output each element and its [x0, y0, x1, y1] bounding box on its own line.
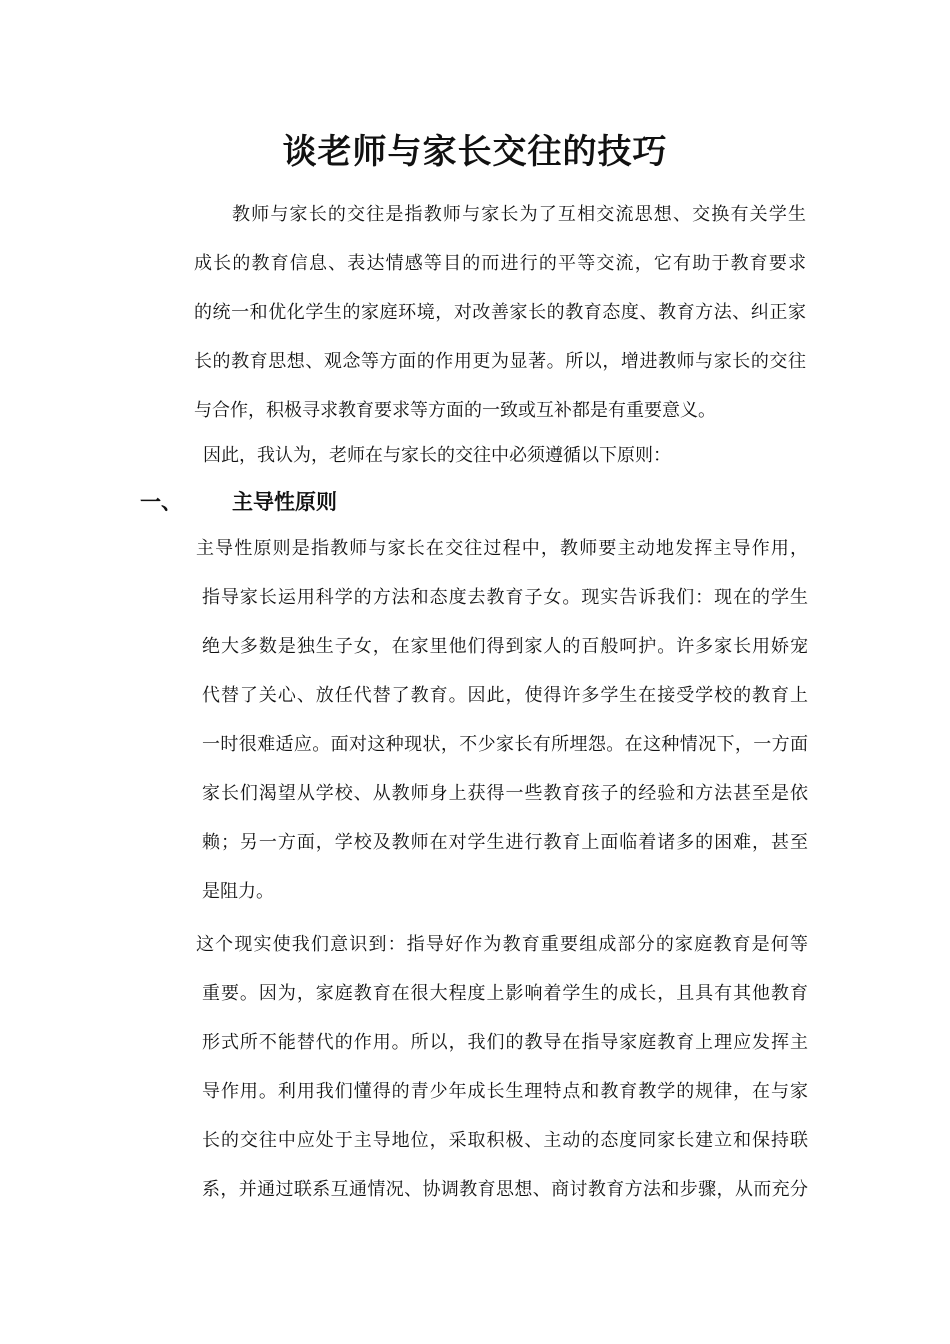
paragraph-line: 指导家长运用科学的方法和态度去教育子女。现实告诉我们：现在的学生: [202, 587, 808, 608]
section-title: 主导性原则: [232, 490, 337, 514]
paragraph-line: 这个现实使我们意识到：指导好作为教育重要组成部分的家庭教育是何等: [196, 934, 808, 955]
paragraph-line: 赖；另一方面，学校及教师在对学生进行教育上面临着诸多的困难，甚至: [202, 832, 808, 853]
intro-line: 长的教育思想、观念等方面的作用更为显著。所以，增进教师与家长的交往: [194, 351, 806, 372]
paragraph-line: 家长们渴望从学校、从教师身上获得一些教育孩子的经验和方法甚至是依: [202, 783, 808, 804]
section-number: 一、: [140, 490, 182, 514]
paragraph-line: 主导性原则是指教师与家长在交往过程中，教师要主动地发挥主导作用，: [196, 538, 808, 559]
paragraph-line: 一时很难适应。面对这种现状，不少家长有所埋怨。在这种情况下，一方面: [202, 734, 808, 755]
section-paragraph-1: [196, 524, 808, 916]
intro-line: 成长的教育信息、表达情感等目的而进行的平等交流，它有助于教育要求: [194, 253, 806, 274]
paragraph-line: 重要。因为，家庭教育在很大程度上影响着学生的成长，且具有其他教育: [202, 983, 808, 1004]
paragraph-line: 形式所不能替代的作用。所以，我们的教导在指导家庭教育上理应发挥主: [202, 1032, 808, 1053]
principles-note: 因此，我认为，老师在与家长的交往中必须遵循以下原则：: [203, 445, 671, 466]
intro-line: 教师与家长的交往是指教师与家长为了互相交流思想、交换有关学生: [232, 204, 806, 225]
section-paragraph-2: [196, 920, 808, 1214]
paragraph-line: 系，并通过联系互通情况、协调教育思想、商讨教育方法和步骤，从而充分: [202, 1179, 808, 1200]
paragraph-line: 绝大多数是独生子女，在家里他们得到家人的百般呵护。许多家长用娇宠: [202, 636, 808, 657]
paragraph-line: 长的交往中应处于主导地位，采取积极、主动的态度同家长建立和保持联: [202, 1130, 808, 1151]
intro-line: 的统一和优化学生的家庭环境，对改善家长的教育态度、教育方法、纠正家: [194, 302, 806, 323]
section-heading: [140, 476, 337, 528]
paragraph-line: 代替了关心、放任代替了教育。因此，使得许多学生在接受学校的教育上: [202, 685, 808, 706]
intro-line: 与合作，积极寻求教育要求等方面的一致或互补都是有重要意义。: [194, 400, 716, 421]
document-title: 谈老师与家长交往的技巧: [282, 132, 668, 172]
intro-paragraph: [194, 190, 806, 435]
paragraph-line: 导作用。利用我们懂得的青少年成长生理特点和教育教学的规律，在与家: [202, 1081, 808, 1102]
paragraph-line: 是阻力。: [202, 881, 274, 902]
